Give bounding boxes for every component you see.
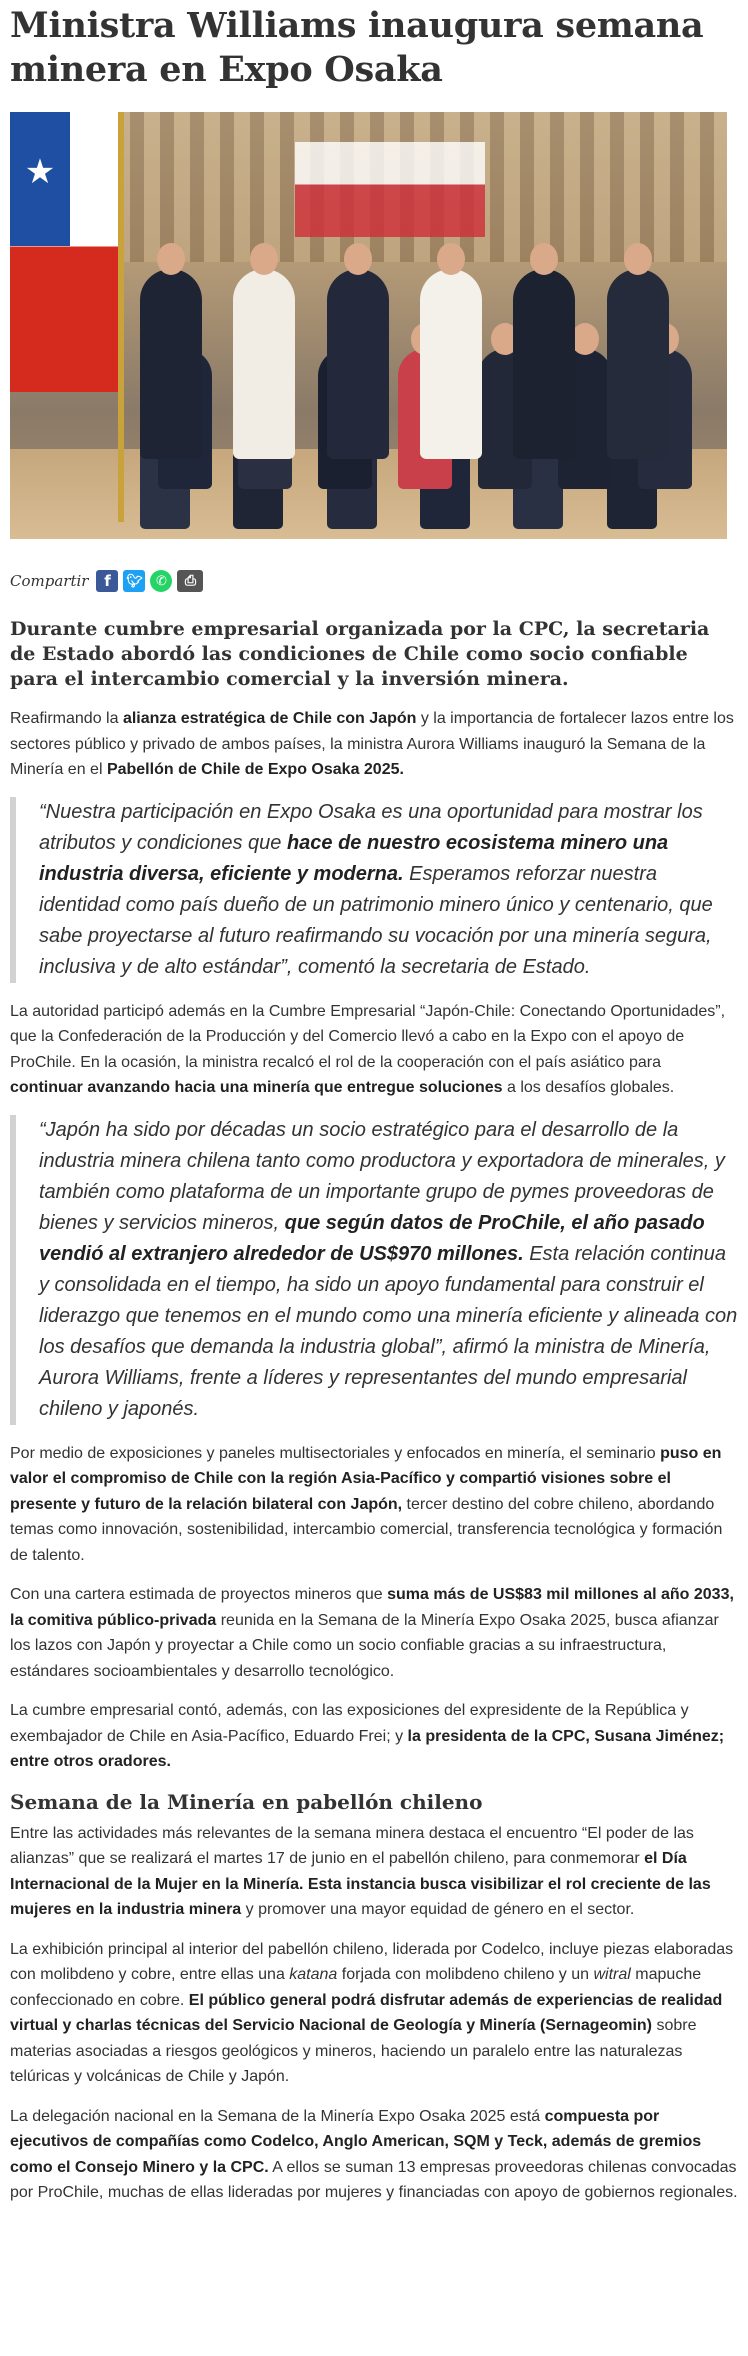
paragraph-2: La autoridad participó además en la Cumbre Empresarial “Japón-Chile: Conectando Oportunidades”, que la Confederación de la Producción y del Comercio llevó a cabo en la Expo con el apoyo de ProChile. En la ocasión, la ministra recalcó el rol de la cooperación con el país asiático para continuar avanzando hacia una minería que entregue soluciones a los desafíos globales. — [10, 1002, 726, 1096]
person-head — [571, 323, 599, 355]
share-label: Compartir — [10, 572, 89, 590]
person-head — [437, 243, 465, 275]
person-silhouette — [607, 269, 669, 459]
article-photo — [10, 112, 727, 539]
share-bar — [10, 567, 738, 595]
article — [0, 4, 748, 2206]
section-subheading: Semana de la Minería en pabellón chileno — [10, 1789, 483, 1814]
twitter-icon[interactable]: 🐦︎ — [123, 570, 145, 592]
paragraph-8: La delegación nacional en la Semana de la Minería Expo Osaka 2025 está compuesta por ejecutivos de compañías como Codelco, Anglo American, SQM y Teck, además de gremios como el Consejo Minero y la CPC. A ellos se suman 13 empresas proveedoras chilenas convocadas por ProChile, muchas de ellas lideradas por mujeres y financiadas con apoyo de gobiernos regionales. — [10, 2107, 738, 2201]
group-of-people — [130, 199, 707, 499]
paragraph-6: Entre las actividades más relevantes de la semana minera destaca el encuentro “El poder de las alianzas” que se realizará el martes 17 de junio en el pabellón chileno, para conmemorar el Día Internacional de la Mujer en la Minería. Esta instancia busca visibilizar el rol creciente de las mujeres en la industria minera y promover una mayor equidad de género en el sector. — [10, 1824, 711, 1918]
whatsapp-icon[interactable]: ✆ — [150, 570, 172, 592]
quote-1: “Nuestra participación en Expo Osaka es una oportunidad para mostrar los atributos y condiciones que hace de nuestro ecosistema minero una industria diversa, eficiente y moderna. Esperamos reforzar nuestra identidad como país dueño de un patrimonio minero único y centenario, que sabe proyectarse al futuro reafirmando su vocación por una minería segura, inclusiva y de alto estándar”, comentó la secretaria de Estado. — [10, 797, 738, 983]
person-silhouette — [233, 269, 295, 459]
facebook-icon[interactable]: f — [96, 570, 118, 592]
person-head — [624, 243, 652, 275]
article-title: Ministra Williams inaugura semana minera en Expo Osaka — [10, 5, 704, 90]
person-head — [344, 243, 372, 275]
person-head — [530, 243, 558, 275]
person-silhouette — [327, 269, 389, 459]
quote-2: “Japón ha sido por décadas un socio estratégico para el desarrollo de la industria minera chilena tanto como productora y exportadora de minerales, y también como plataforma de un importante grupo de pymes proveedoras de bienes y servicios mineros, que según datos de ProChile, el año pasado vendió al extranjero alrededor de US$970 millones. Esta relación continua y consolidada en el tiempo, ha sido un apoyo fundamental para construir el liderazgo que tenemos en el mundo como una minería eficiente y alineada con los desafíos que demanda la industria global”, afirmó la ministra de Minería, Aurora Williams, frente a líderes y representantes del mundo empresarial chileno y japonés. — [10, 1115, 738, 1425]
person-head — [250, 243, 278, 275]
person-silhouette — [420, 269, 482, 459]
paragraph-7: La exhibición principal al interior del pabellón chileno, liderada por Codelco, incluye piezas elaboradas con molibdeno y cobre, entre ellas una katana forjada con molibdeno chileno y un witral mapuche confeccionado en cobre. El público general podrá disfrutar además de experiencias de realidad virtual y charlas técnicas del Servicio Nacional de Geología y Minería (Sernageomin) sobre materias asociadas a riesgos geológicos y mineros, haciendo un paralelo entre las naturalezas telúricas y volcánicas de Chile y Japón. — [10, 1940, 734, 2085]
paragraph-4: Con una cartera estimada de proyectos mineros que suma más de US$83 mil millones al año 2033, la comitiva público-privada reunida en la Semana de la Minería Expo Osaka 2025, busca afianzar los lazos con Japón y proyectar a Chile como un socio confiable gracias a su infraestructura, estándares socioambientales y desarrollo tecnológico. — [10, 1586, 734, 1680]
paragraph-3: Por medio de exposiciones y paneles multisectoriales y enfocados en minería, el seminario puso en valor el compromiso de Chile con la región Asia-Pacífico y compartió visiones sobre el presente y futuro de la relación bilateral con Japón, tercer destino del cobre chileno, abordando temas como innovación, sostenibilidad, intercambio comercial, transferencia tecnológica y formación de talento. — [10, 1444, 723, 1564]
person-silhouette — [140, 269, 202, 459]
flag-pole — [118, 112, 124, 522]
person-head — [157, 243, 185, 275]
paragraph-1: Reafirmando la alianza estratégica de Chile con Japón y la importancia de fortalecer lazos entre los sectores público y privado de ambos países, la ministra Aurora Williams inauguró la Semana de la Minería en el Pabellón de Chile de Expo Osaka 2025. — [10, 710, 734, 778]
article-lead: Durante cumbre empresarial organizada por la CPC, la secretaria de Estado abordó las condiciones de Chile como socio confiable para el intercambio comercial y la inversión minera. — [10, 618, 710, 690]
chile-flag — [10, 112, 120, 392]
paragraph-5: La cumbre empresarial contó, además, con las exposiciones del expresidente de la República y exembajador de Chile en Asia-Pacífico, Eduardo Frei; y la presidenta de la CPC, Susana Jiménez; entre otros oradores. — [10, 1702, 725, 1770]
print-icon[interactable]: ⎙ — [177, 570, 203, 592]
flag-star-icon: ★ — [24, 153, 56, 191]
person-silhouette — [513, 269, 575, 459]
